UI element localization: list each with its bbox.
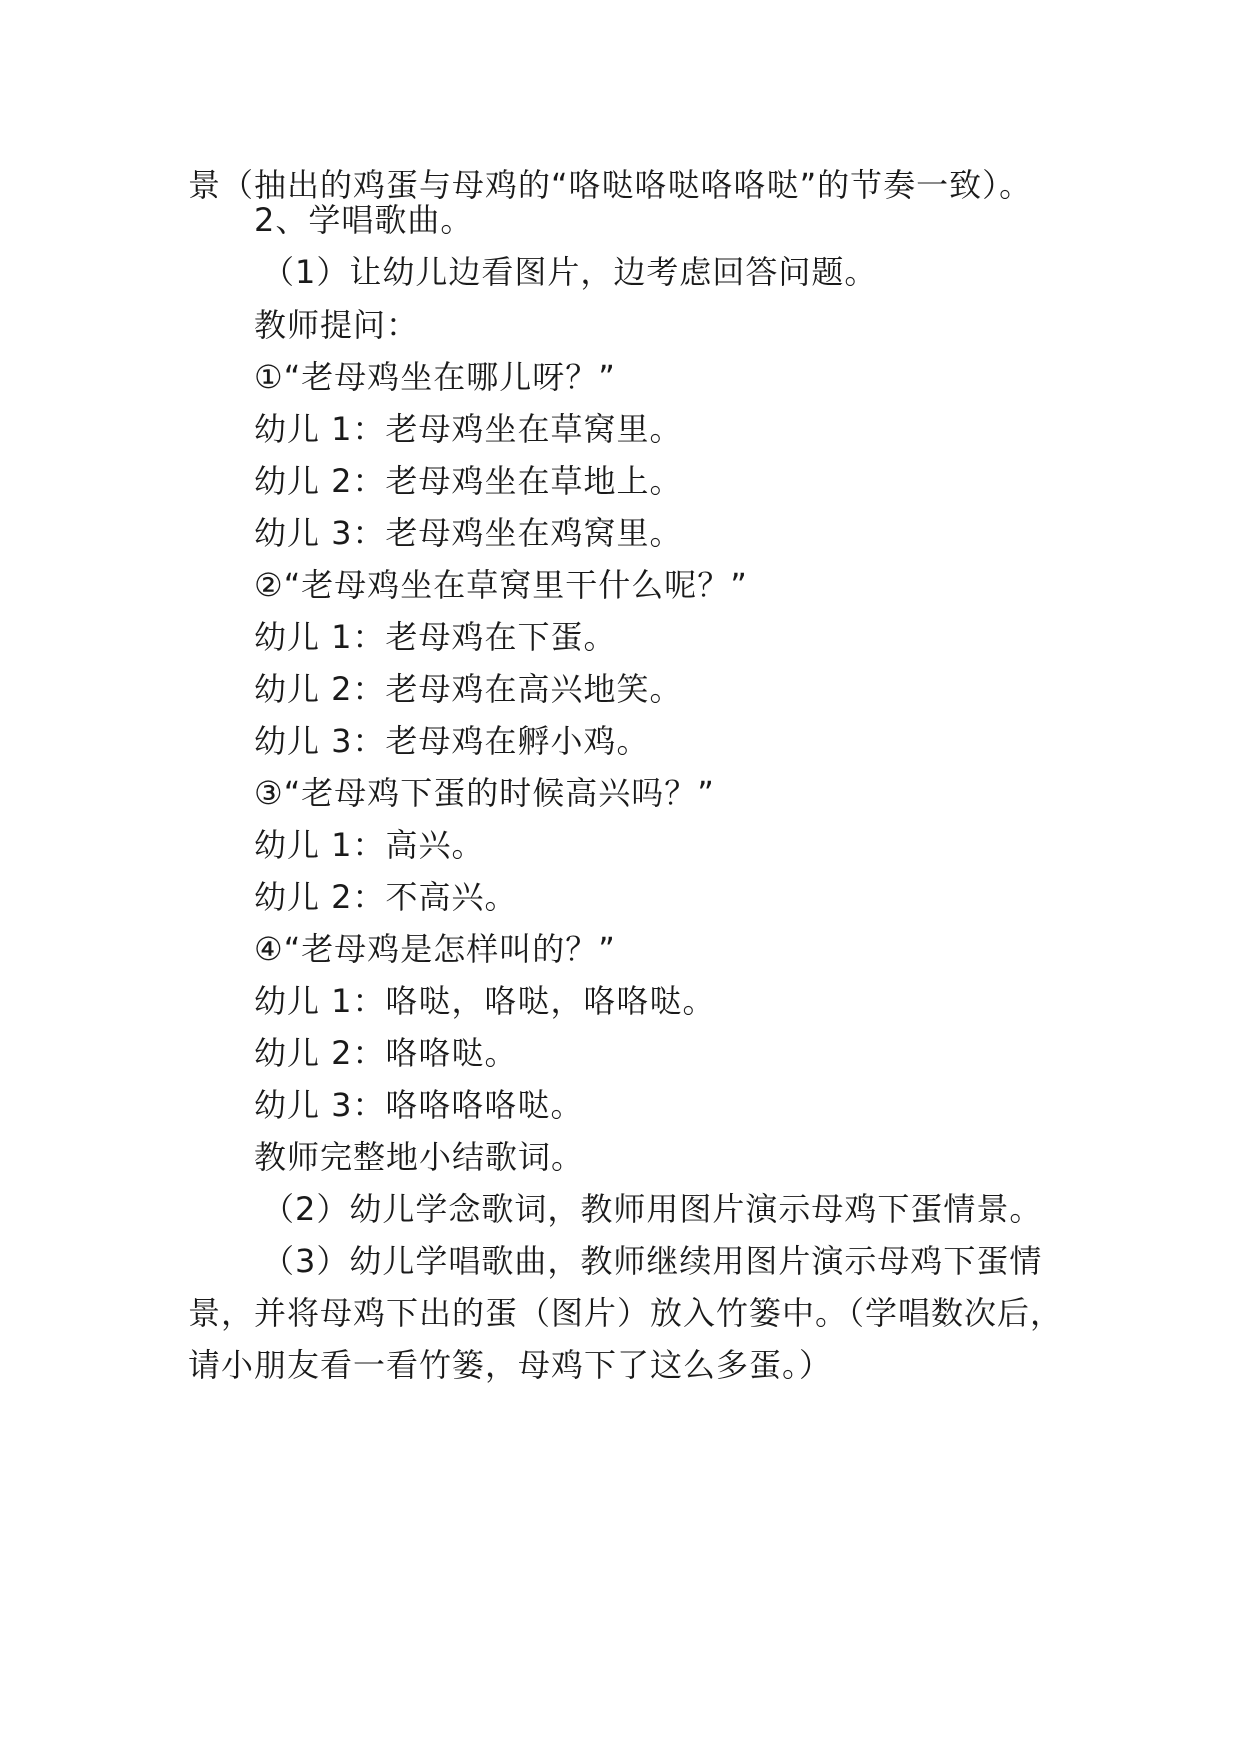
child-answer: 幼儿 2：老母鸡在高兴地笑。 bbox=[254, 670, 683, 708]
child-answer: 幼儿 1：高兴。 bbox=[254, 826, 485, 864]
child-answer: 幼儿 2：咯咯哒。 bbox=[254, 1034, 518, 1072]
question-item: ③“老母鸡下蛋的时候高兴吗？” bbox=[254, 774, 715, 812]
child-answer: 幼儿 2：老母鸡坐在草地上。 bbox=[254, 462, 683, 500]
child-answer: 幼儿 1：老母鸡坐在草窝里。 bbox=[254, 410, 683, 448]
child-answer: 幼儿 1：咯哒，咯哒，咯咯哒。 bbox=[254, 982, 716, 1020]
paragraph-line: 景（抽出的鸡蛋与母鸡的“咯哒咯哒咯咯哒”的节奏一致）。 bbox=[188, 166, 1033, 204]
question-item: ①“老母鸡坐在哪儿呀？” bbox=[254, 358, 616, 396]
paragraph-line: 景，并将母鸡下出的蛋（图片）放入竹篓中。（学唱数次后， bbox=[188, 1294, 1064, 1332]
paragraph-line: 请小朋友看一看竹篓，母鸡下了这么多蛋。） bbox=[188, 1346, 833, 1384]
child-answer: 幼儿 2：不高兴。 bbox=[254, 878, 518, 916]
child-answer: 幼儿 3：咯咯咯咯哒。 bbox=[254, 1086, 584, 1124]
child-answer: 幼儿 3：老母鸡在孵小鸡。 bbox=[254, 722, 650, 760]
child-answer: 幼儿 3：老母鸡坐在鸡窝里。 bbox=[254, 514, 683, 552]
teacher-question-label: 教师提问： bbox=[254, 306, 420, 344]
summary-line: 教师完整地小结歌词。 bbox=[254, 1138, 585, 1176]
step-line: （3）幼儿学唱歌曲，教师继续用图片演示母鸡下蛋情 bbox=[262, 1242, 1043, 1280]
child-answer: 幼儿 1：老母鸡在下蛋。 bbox=[254, 618, 617, 656]
step-line: （2）幼儿学念歌词，教师用图片演示母鸡下蛋情景。 bbox=[262, 1190, 1043, 1228]
section-heading: 2、学唱歌曲。 bbox=[254, 201, 474, 239]
question-item: ④“老母鸡是怎样叫的？” bbox=[254, 930, 616, 968]
question-item: ②“老母鸡坐在草窝里干什么呢？” bbox=[254, 566, 748, 604]
step-heading: （1）让幼儿边看图片，边考虑回答问题。 bbox=[262, 253, 878, 291]
